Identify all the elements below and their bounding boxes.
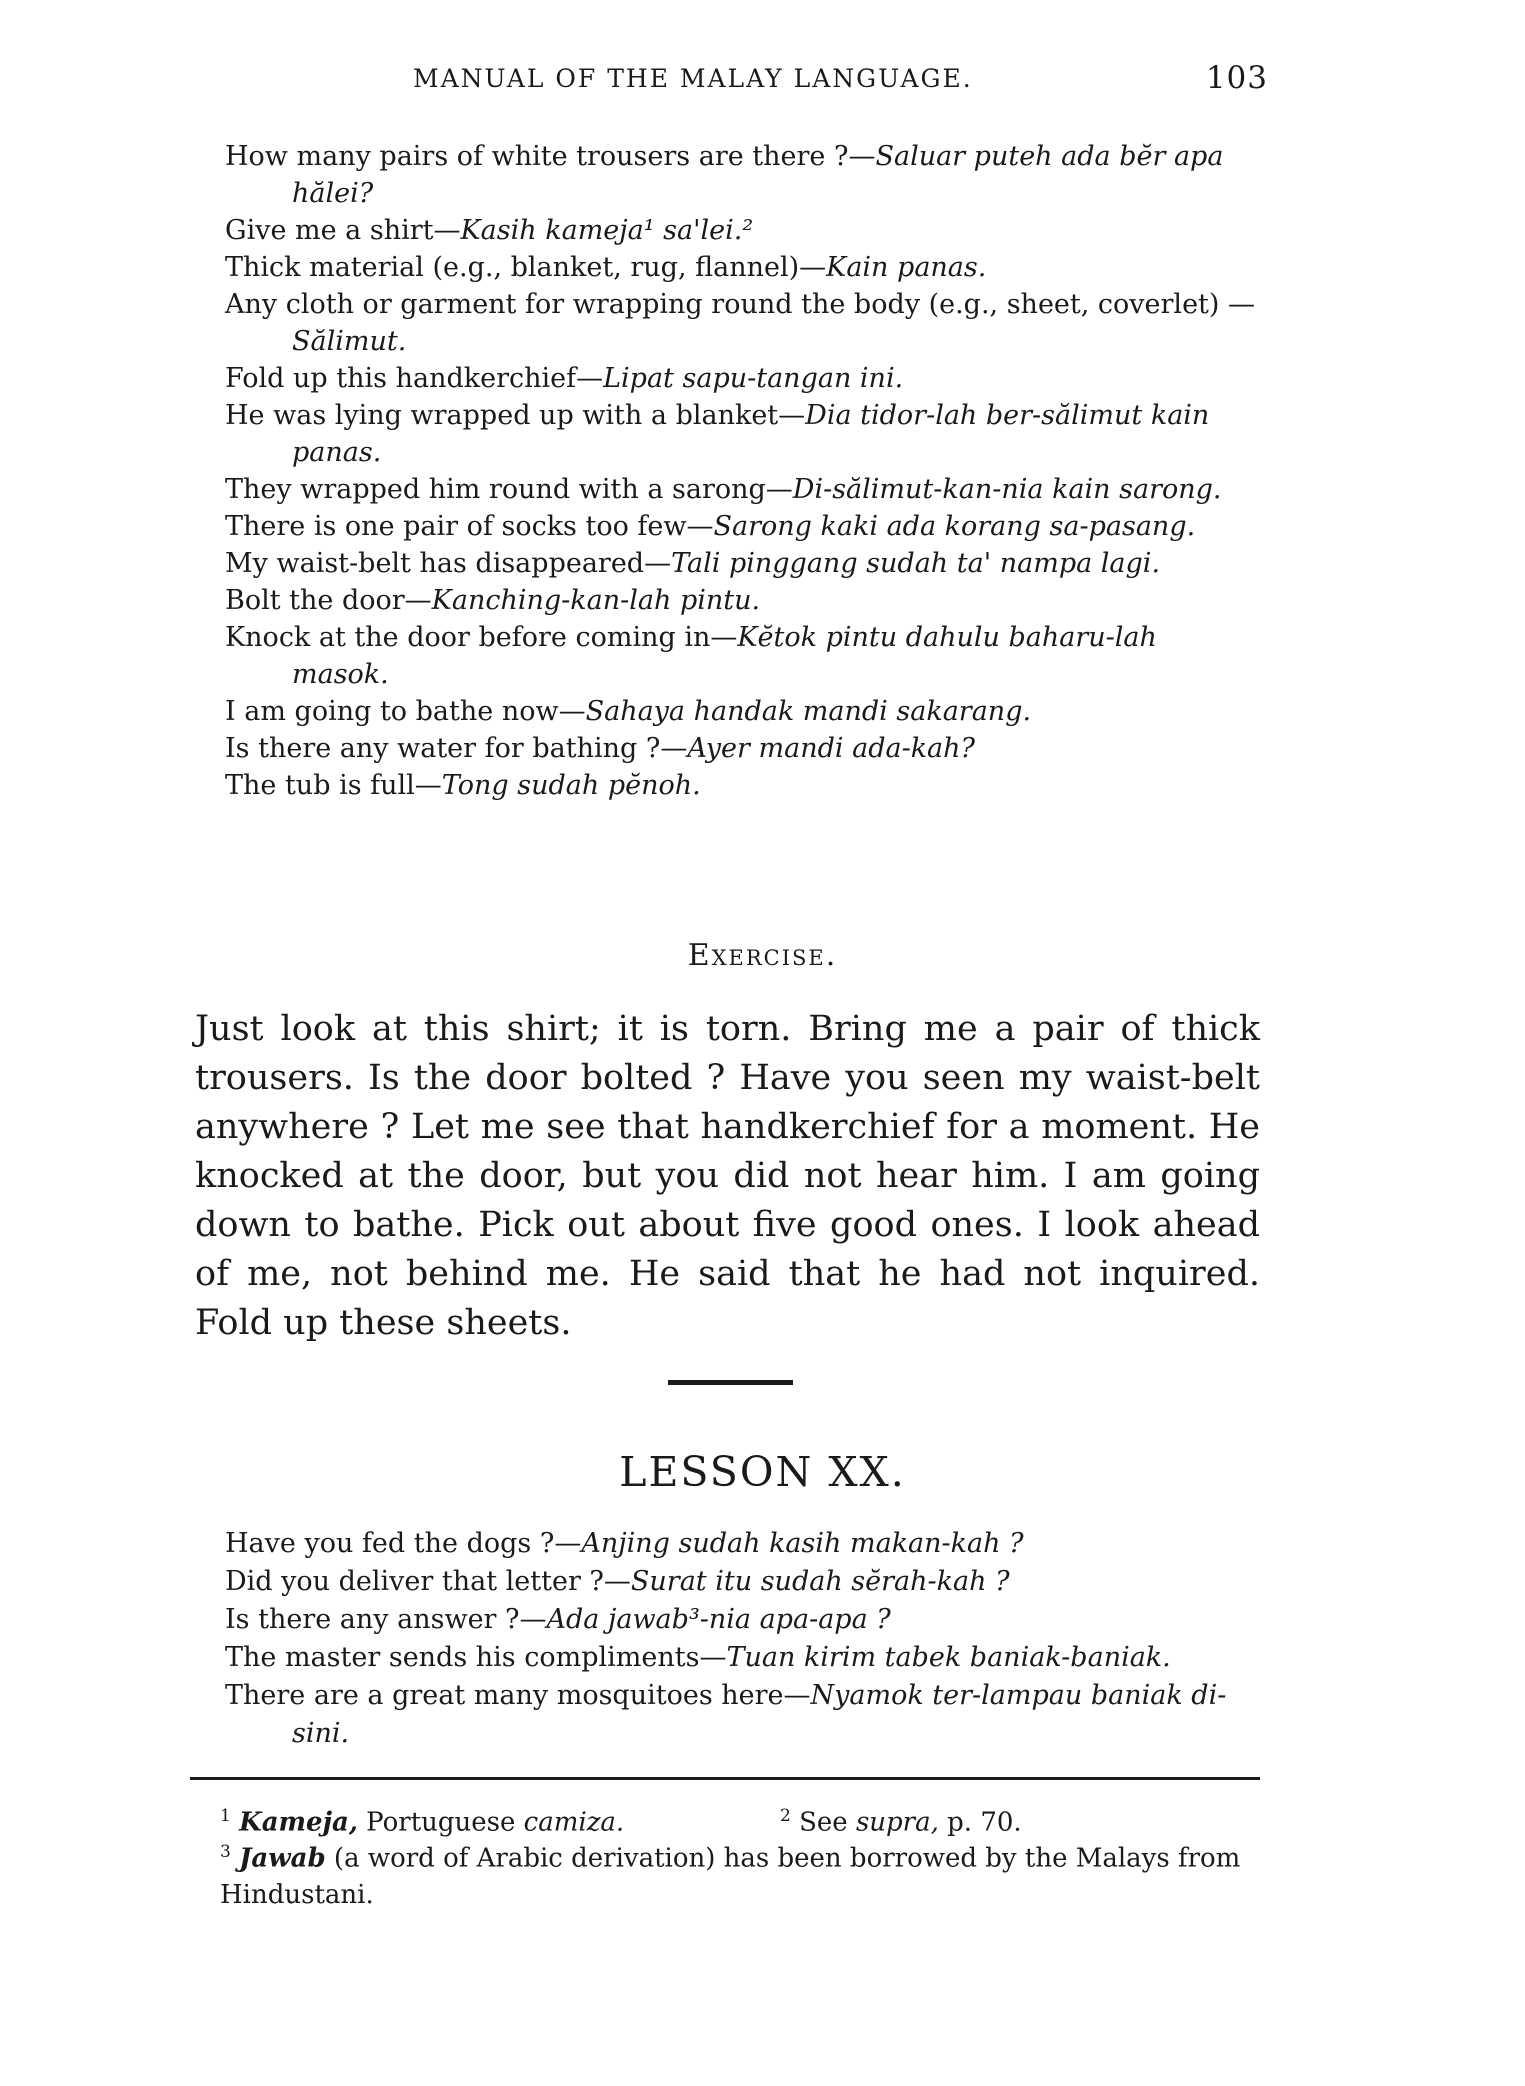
phrase-entry: There are a great many mosquitoes here—Nyamok ter-lampau baniak di-sini. [225, 1680, 1227, 1749]
phrase-entry: Did you deliver that letter ?—Surat itu sudah sĕrah-kah ? [225, 1566, 1010, 1597]
footnote-rule [190, 1777, 1260, 1780]
phrase-entry: Is there any answer ?—Ada jawab³-nia apa-apa ? [225, 1604, 891, 1635]
lesson-phrase-list [225, 1525, 1255, 1753]
phrase-entry: Any cloth or garment for wrapping round the body (e.g., sheet, coverlet) —Sălimut. [225, 289, 1256, 357]
section-divider [668, 1380, 793, 1385]
footnote-2: $^2$ See supra, p. 70. [780, 1806, 1022, 1838]
footnote-1: $^1$ Kameja, Portuguese camiza. [220, 1806, 625, 1838]
phrase-entry: Thick material (e.g., blanket, rug, flannel)—Kain panas. [225, 252, 987, 283]
page-number: 103 [1205, 60, 1268, 96]
phrase-list [225, 138, 1255, 804]
phrase-entry: There is one pair of socks too few—Sarong kaki ada korang sa-pasang. [225, 511, 1196, 542]
running-title: MANUAL OF THE MALAY LANGUAGE. [413, 64, 973, 93]
phrase-entry: The master sends his compliments—Tuan kirim tabek baniak-baniak. [225, 1642, 1171, 1673]
running-header [388, 62, 1268, 102]
phrase-entry: I am going to bathe now—Sahaya handak mandi sakarang. [225, 696, 1032, 727]
phrase-entry: Fold up this handkerchief—Lipat sapu-tangan ini. [225, 363, 904, 394]
phrase-entry: They wrapped him round with a sarong—Di-sălimut-kan-nia kain sarong. [225, 474, 1222, 505]
phrase-entry: He was lying wrapped up with a blanket—Dia tidor-lah ber-sălimut kain panas. [225, 400, 1210, 468]
phrase-entry: Is there any water for bathing ?—Ayer mandi ada-kah? [225, 733, 976, 764]
phrase-entry: The tub is full—Tong sudah pĕnoh. [225, 770, 701, 801]
lesson-heading: LESSON XX. [619, 1448, 906, 1496]
footnote-3: $^3$ Jawab (a word of Arabic derivation) has been borrowed by the Malays from Hindustani. [220, 1842, 1241, 1910]
phrase-entry: Bolt the door—Kanching-kan-lah pintu. [225, 585, 761, 616]
exercise-heading: Exercise. [687, 938, 838, 973]
phrase-entry: Have you fed the dogs ?—Anjing sudah kasih makan-kah ? [225, 1528, 1024, 1559]
exercise-text: Just look at this shirt; it is torn. Bring me a pair of thick trousers. Is the door bolted ? Have you seen my waist-belt anywhere ? Let me see that handkerchief for a moment. He knocked at the door, but you did not hear him. I am going down to bathe. Pick out about five good ones. I look ahead of me, not behind me. He said that he had not inquired. Fold up these sheets. [195, 1009, 1260, 1343]
footnotes [200, 1798, 1260, 1913]
phrase-entry: My waist-belt has disappeared—Tali pinggang sudah ta' nampa lagi. [225, 548, 1161, 579]
phrase-entry: Knock at the door before coming in—Kĕtok pintu dahulu baharu-lah masok. [225, 622, 1157, 690]
phrase-entry: Give me a shirt—Kasih kameja¹ sa'lei.² [225, 215, 754, 246]
phrase-entry: How many pairs of white trousers are there ?—Saluar puteh ada bĕr apa hălei? [225, 141, 1224, 209]
